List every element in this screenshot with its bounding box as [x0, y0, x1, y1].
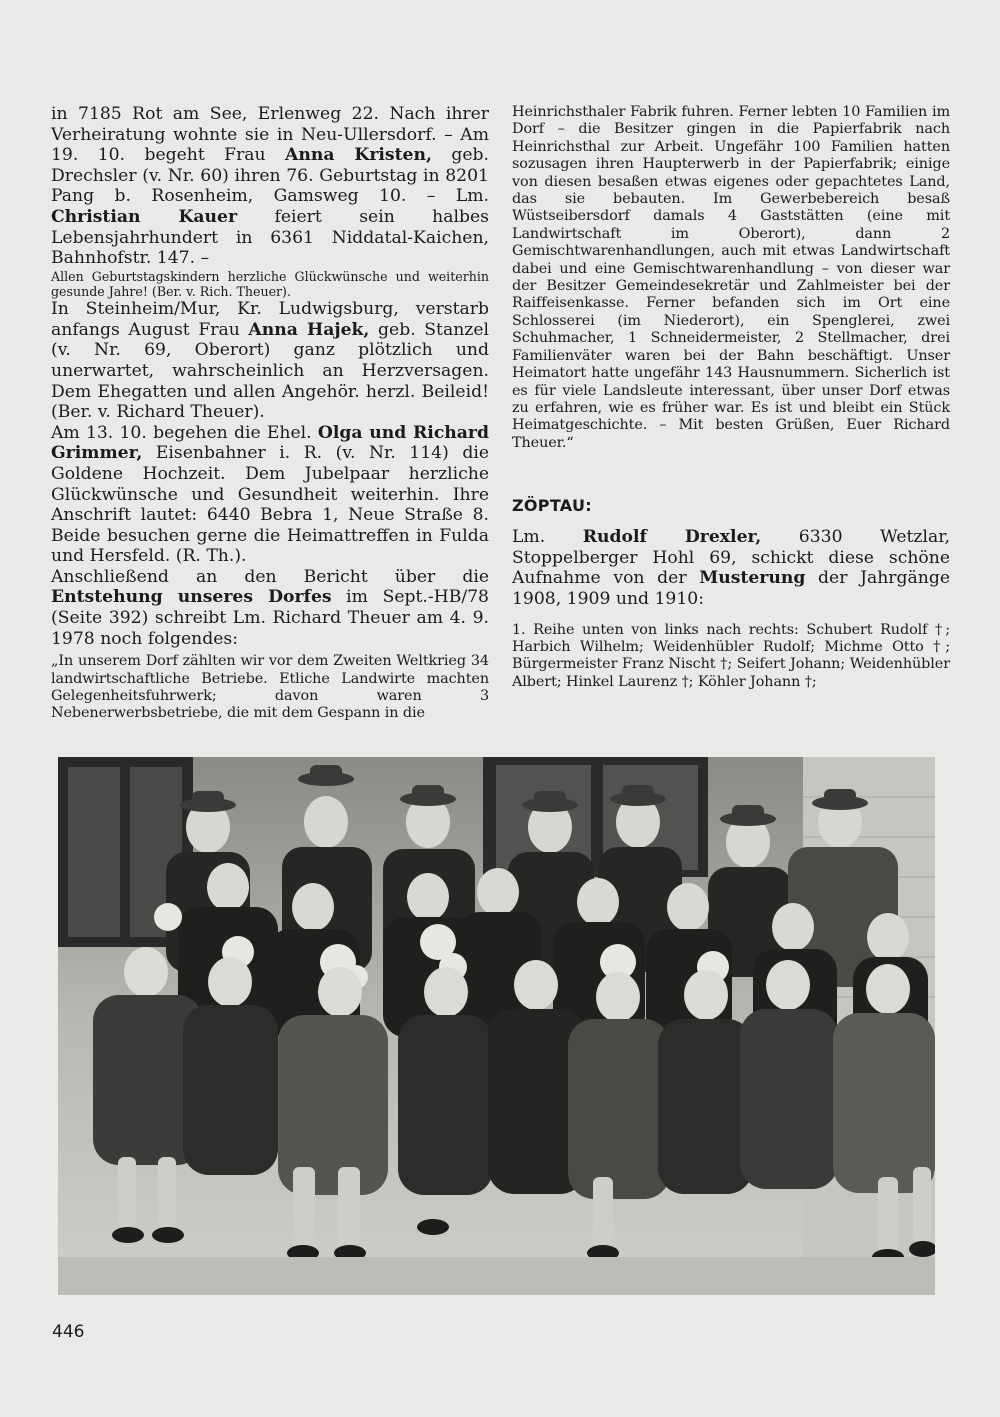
text-run: geb. Stanzel (v. Nr. 69, Oberort) ganz plötzlich und unerwartet, wahrscheinlich an Herzversagen. Dem Ehegatten und allen Angehör. herzl. Beileid! (Ber. v. Richard Theuer). [51, 319, 490, 423]
village-history-quote-continued: Heinrichsthaler Fabrik fuhren. Ferner lebten 10 Familien im Dorf – die Besitzer gingen in die Papierfabrik nach Heinrichsthal zur Arbeit. Ungefähr 100 Familien hatten sozusagen ihren Haupterwerb in der Papierfabrik; einige von diesen besaßen etwas eigenes oder gepachtetes Land, das sie bebauten. Im Gewerbebereich besaß Wüstseibersdorf damals 4 Gaststätten (eine mit Landwirtschaft im Oberort), dann 2 Gemischtwarenhandlungen, auch mit etwas Landwirtschaft dabei und eine Gemischtwarenhandlung – von dieser war der Besitzer Gemeindesekretär und Zahlmeister bei der Raiffeisenkasse. Ferner befanden sich im Ort eine Schlosserei (im Niederort), ein Spenglerei, zwei Schuhmacher, 1 Schneidermeister, 2 Stellmacher, drei Familienväter waren bei der Bahn beschäftigt. Unser Heimatort hatte ungefähr 143 Hausnummern. Sicherlich ist es für viele Landsleute interessant, über unser Dorf etwas zu erfahren, wie es früher war. Es ist und bleibt ein Stück Heimatgeschichte. – Mit besten Grüßen, Euer Richard Theuer.“ [512, 104, 950, 451]
text-run: geb. Drechsler (v. Nr. 60) ihren 76. Geburtstag in 8201 Pang b. Rosenheim, Gamsweg 10. – Lm. [51, 145, 489, 207]
word-musterung: Musterung [699, 568, 806, 589]
text-run: Am 13. 10. begehen die Ehel. [51, 422, 318, 443]
text-run: Eisenbahner i. R. (v. Nr. 114) die Goldene Hochzeit. Dem Jubelpaar herzliche Glückwünsche und Gesundheit weiterhin. Ihre Anschrift lautet: 6440 Bebra 1, Neue Straße 8. Beide besuchen gerne die Heimattreffen in Fulda und Hersfeld. (R. Th.). [51, 443, 489, 567]
text-run: In Steinheim/Mur, Kr. Ludwigsburg, verstarb anfangs August Frau [51, 299, 489, 340]
text-run: Lm. [512, 527, 583, 548]
text-run: der Jahrgänge 1908, 1909 und 1910: [512, 568, 950, 609]
right-column [512, 104, 950, 691]
name-olga-richard-grimmer: Olga und Richard Grimmer, [51, 422, 489, 464]
birthday-paragraph [51, 104, 489, 269]
name-christian-kauer: Christian Kauer [51, 206, 238, 227]
photo-intro-paragraph [512, 527, 950, 609]
photo-caption: 1. Reihe unten von links nach rechts: Schubert Rudolf †; Harbich Wilhelm; Weidenhübler Rudolf; Michme Otto †; Bürgermeister Franz Nischt †; Seifert Johann; Weidenhübler Albert; Hinkel Laurenz †; Köhler Johann †; [512, 621, 950, 690]
left-column [51, 104, 489, 723]
page-number: 446 [52, 1322, 85, 1342]
group-photo-illustration [58, 757, 935, 1295]
section-heading-zoeptau: ZÖPTAU: [512, 496, 592, 516]
name-anna-kristen: Anna Kristen, [285, 145, 432, 166]
phrase-entstehung: Entstehung unseres Dorfes [51, 587, 332, 608]
name-anna-hajek: Anna Hajek, [248, 319, 370, 340]
text-run: feiert sein halbes Lebensjahrhundert in 6361 Niddatal-Kaichen, Bahnhofstr. 147. – [51, 206, 489, 269]
golden-wedding-paragraph [51, 423, 489, 567]
name-rudolf-drexler: Rudolf Drexler, [582, 527, 762, 548]
text-run: im Sept.-HB/78 (Seite 392) schreibt Lm. Richard Theuer am 4. 9. 1978 noch folgendes: [51, 587, 489, 649]
village-history-quote: „In unserem Dorf zählten wir vor dem Zweiten Weltkrieg 34 landwirtschaftliche Betriebe. Etliche Landwirte machten Gelegenheitsfuhrwerk; davon waren 3 Nebenerwerbsbetriebe, die mit dem Gespann in die [51, 653, 489, 722]
birthday-wishes: Allen Geburtstagskindern herzliche Glückwünsche und weiterhin gesunde Jahre! (Ber. v. Rich. Theuer). [51, 268, 489, 299]
obituary-paragraph [51, 299, 489, 423]
text-run: Anschließend an den Bericht über die [51, 566, 489, 587]
village-history-intro [51, 567, 489, 649]
text-run: in 7185 Rot am See, Erlenweg 22. Nach ihrer Verheiratung wohnte sie in Neu-Ullersdorf. – Am 19. 10. begeht Frau [51, 104, 489, 166]
text-run: 6330 Wetzlar, Stoppelberger Hohl 69, schickt diese schöne Aufnahme von der [512, 527, 950, 589]
group-photo [58, 757, 935, 1295]
